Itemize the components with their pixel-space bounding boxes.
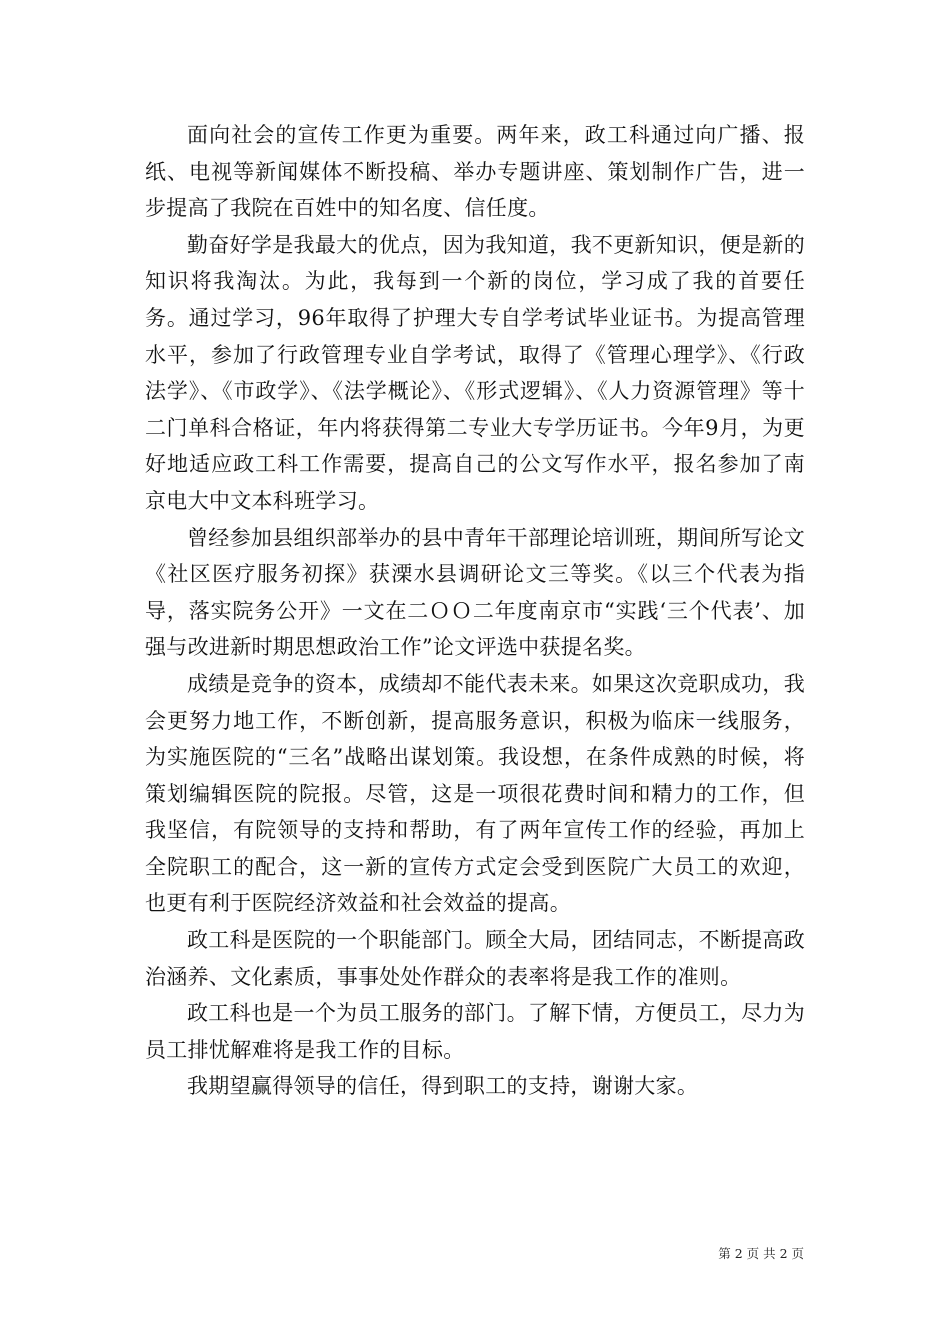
- paragraph-future-plan: 成绩是竞争的资本，成绩却不能代表未来。如果这次竞职成功，我会更努力地工作，不断创新，提高服务意识，积极为临床一线服务，为实施医院的“三名”战略出谋划策。我设想，在条件成熟的时候，将策划编辑医院的院报。尽管，这是一项很花费时间和精力的工作，但我坚信，有院领导的支持和帮助，有了两年宣传工作的经验，再加上全院职工的配合，这一新的宣传方式定会受到医院广大员工的欢迎，也更有利于医院经济效益和社会效益的提高。: [145, 671, 805, 916]
- paragraph-publicity: 面向社会的宣传工作更为重要。两年来，政工科通过向广播、报纸、电视等新闻媒体不断投稿、举办专题讲座、策划制作广告，进一步提高了我院在百姓中的知名度、信任度。: [145, 123, 805, 221]
- paragraph-principle: 政工科是医院的一个职能部门。顾全大局，团结同志，不断提高政治涵养、文化素质，事事处处作群众的表率将是我工作的准则。: [145, 928, 805, 989]
- paragraph-goal: 政工科也是一个为员工服务的部门。了解下情，方便员工，尽力为员工排忧解难将是我工作的目标。: [145, 1001, 805, 1062]
- document-body: [145, 117, 805, 1105]
- paragraph-study: 勤奋好学是我最大的优点，因为我知道，我不更新知识，便是新的知识将我淘汰。为此，我每到一个新的岗位，学习成了我的首要任务。通过学习，96年取得了护理大专自学考试毕业证书。为提高管理水平，参加了行政管理专业自学考试，取得了《管理心理学》、《行政法学》、《市政学》、《法学概论》、《形式逻辑》、《人力资源管理》等十二门单科合格证，年内将获得第二专业大专学历证书。今年9月，为更好地适应政工科工作需要，提高自己的公文写作水平，报名参加了南京电大中文本科班学习。: [145, 232, 805, 513]
- page-number: 第 2 页 共 2 页: [718, 1246, 804, 1261]
- paragraph-papers: 曾经参加县组织部举办的县中青年干部理论培训班，期间所写论文《社区医疗服务初探》获溧水县调研论文三等奖。《以三个代表为指导，落实院务公开》一文在二ＯＯ二年度南京市“实践‘三个代表’、加强与改进新时期思想政治工作”论文评选中获提名奖。: [145, 525, 805, 660]
- paragraph-closing: 我期望赢得领导的信任，得到职工的支持，谢谢大家。: [187, 1074, 699, 1099]
